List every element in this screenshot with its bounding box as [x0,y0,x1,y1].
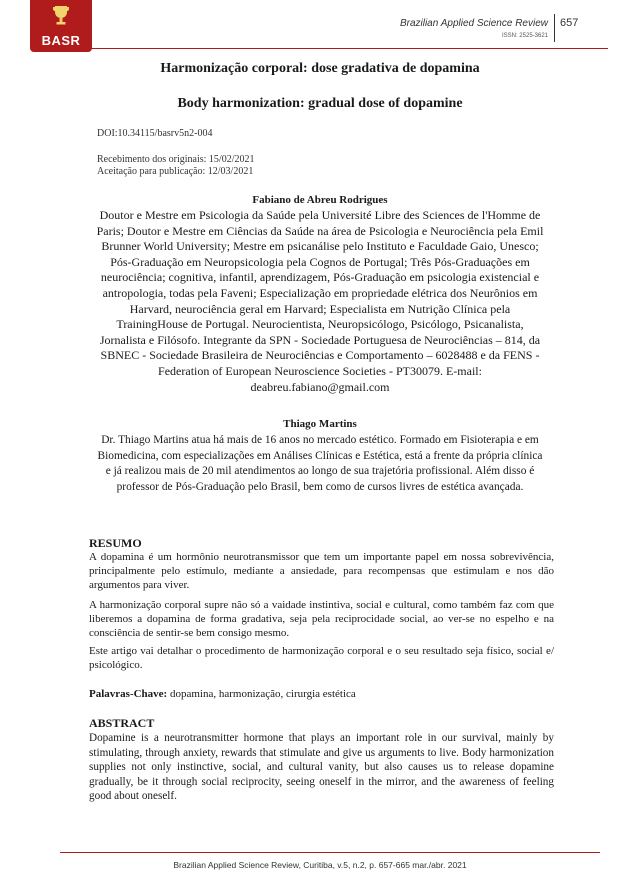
author-name: Thiago Martins [283,418,357,430]
received-date: Recebimento dos originais: 15/02/2021 [97,154,255,165]
author-bio: Doutor e Mestre em Psicologia da Saúde pela Université Libre des Sciences de l'Homme de Paris; Doutor e Mestre em Ciências da Saúde na área de Psicologia e Neurociência pela Emil Brunner World University; Mestre em psicanálise pelo Instituto e Faculdade Gaio, Unesco; Pós-Graduação em Neuropsicologia pela Cognos de Portugal; Três Pós-Graduações em neurociência; cognitiva, infantil, aprendizagem, Pós-Graduação em psicologia existencial e antropologia, todas pela Faveni; Especialização em propriedade elétrica dos Neurônios em Harvard, neurociência geral em Harvard; Especialista em Nutrição Clínica pela TrainingHouse de Portugal. Neurocientista, Neuropsicólogo, Psicólogo, Psicanalista, Jornalista e Filósofo. Integrante da SPN - Sociedade Portuguesa de Neurociências – 814, da SBNEC - Sociedade Brasileira de Neurociências e Comportamento – 6028488 e da FENS - Federation of European Neuroscience Societies - PT30079. E-mail: deabreu.fabiano@gmail.com [96,208,544,394]
issn-label: ISSN: 2525-3621 [501,33,548,39]
footer-rule [60,852,600,853]
resumo-paragraph: A dopamina é um hormônio neurotransmissor que tem um importante papel em nossa sobrevivência, principalmente pelo estímulo, mediante a ansiedade, para recompensas que estimulam e nos dão argumentos para viver. [89,551,554,592]
author-bio: Dr. Thiago Martins atua há mais de 16 anos no mercado estético. Formado em Fisioterapia e em Biomedicina, com especializações em Análises Clínicas e Estética, está a frente da própria clínica e já realizou mais de 20 mil atendimentos ao longo de sua trajetória profissional. Além disso é professor de Pós-Graduação pelo Brasil, bem como de cursos livres de estética avançada. [97,434,543,493]
title-english: Body harmonization: gradual dose of dopamine [177,96,463,111]
footer-citation: Brazilian Applied Science Review, Curitiba, v.5, n.2, p. 657-665 mar./abr. 2021 [173,860,467,870]
journal-logo [30,0,92,52]
abstract-paragraph: Dopamine is a neurotransmitter hormone that plays an important role in our survival, mainly by stimulating, through anxiety, rewards that stimulate and give us arguments to live. Body harmonization supplies not only instinctive, social, and cultural vanity, but also causes us to release dopamine gradually, be it through social reciprocity, seeing oneself in the mirror, and the awareness of feeling good about oneself. [89,732,554,803]
doi-label: DOI:10.34115/basrv5n2-004 [97,128,213,139]
header-divider [554,14,555,42]
page-number: 657 [560,17,579,29]
journal-name: Brazilian Applied Science Review [399,18,548,29]
keywords-label: Palavras-Chave: [89,688,168,700]
logo-text: BASR [41,33,81,48]
resumo-paragraph: Este artigo vai detalhar o procedimento de harmonização corporal e o seu resultado seja físico, social e/ psicológico. [89,645,554,672]
keywords-text: dopamina, harmonização, cirurgia estética [167,688,356,700]
author-name: Fabiano de Abreu Rodrigues [252,194,388,206]
title-portuguese: Harmonização corporal: dose gradativa de dopamina [160,61,480,76]
resumo-paragraph: A harmonização corporal supre não só a vaidade instintiva, social e cultural, como também faz com que liberemos a dopamina de forma gradativa, seja pela reciprocidade social, ao ver-se no espelho e na consciência de sentir-se bem consigo mesmo. [89,599,554,640]
keywords [89,688,356,700]
abstract-heading: ABSTRACT [89,716,155,730]
accepted-date: Aceitação para publicação: 12/03/2021 [97,166,254,177]
header-rule [30,48,608,49]
trophy-icon [50,4,72,26]
resumo-heading: RESUMO [89,536,142,550]
